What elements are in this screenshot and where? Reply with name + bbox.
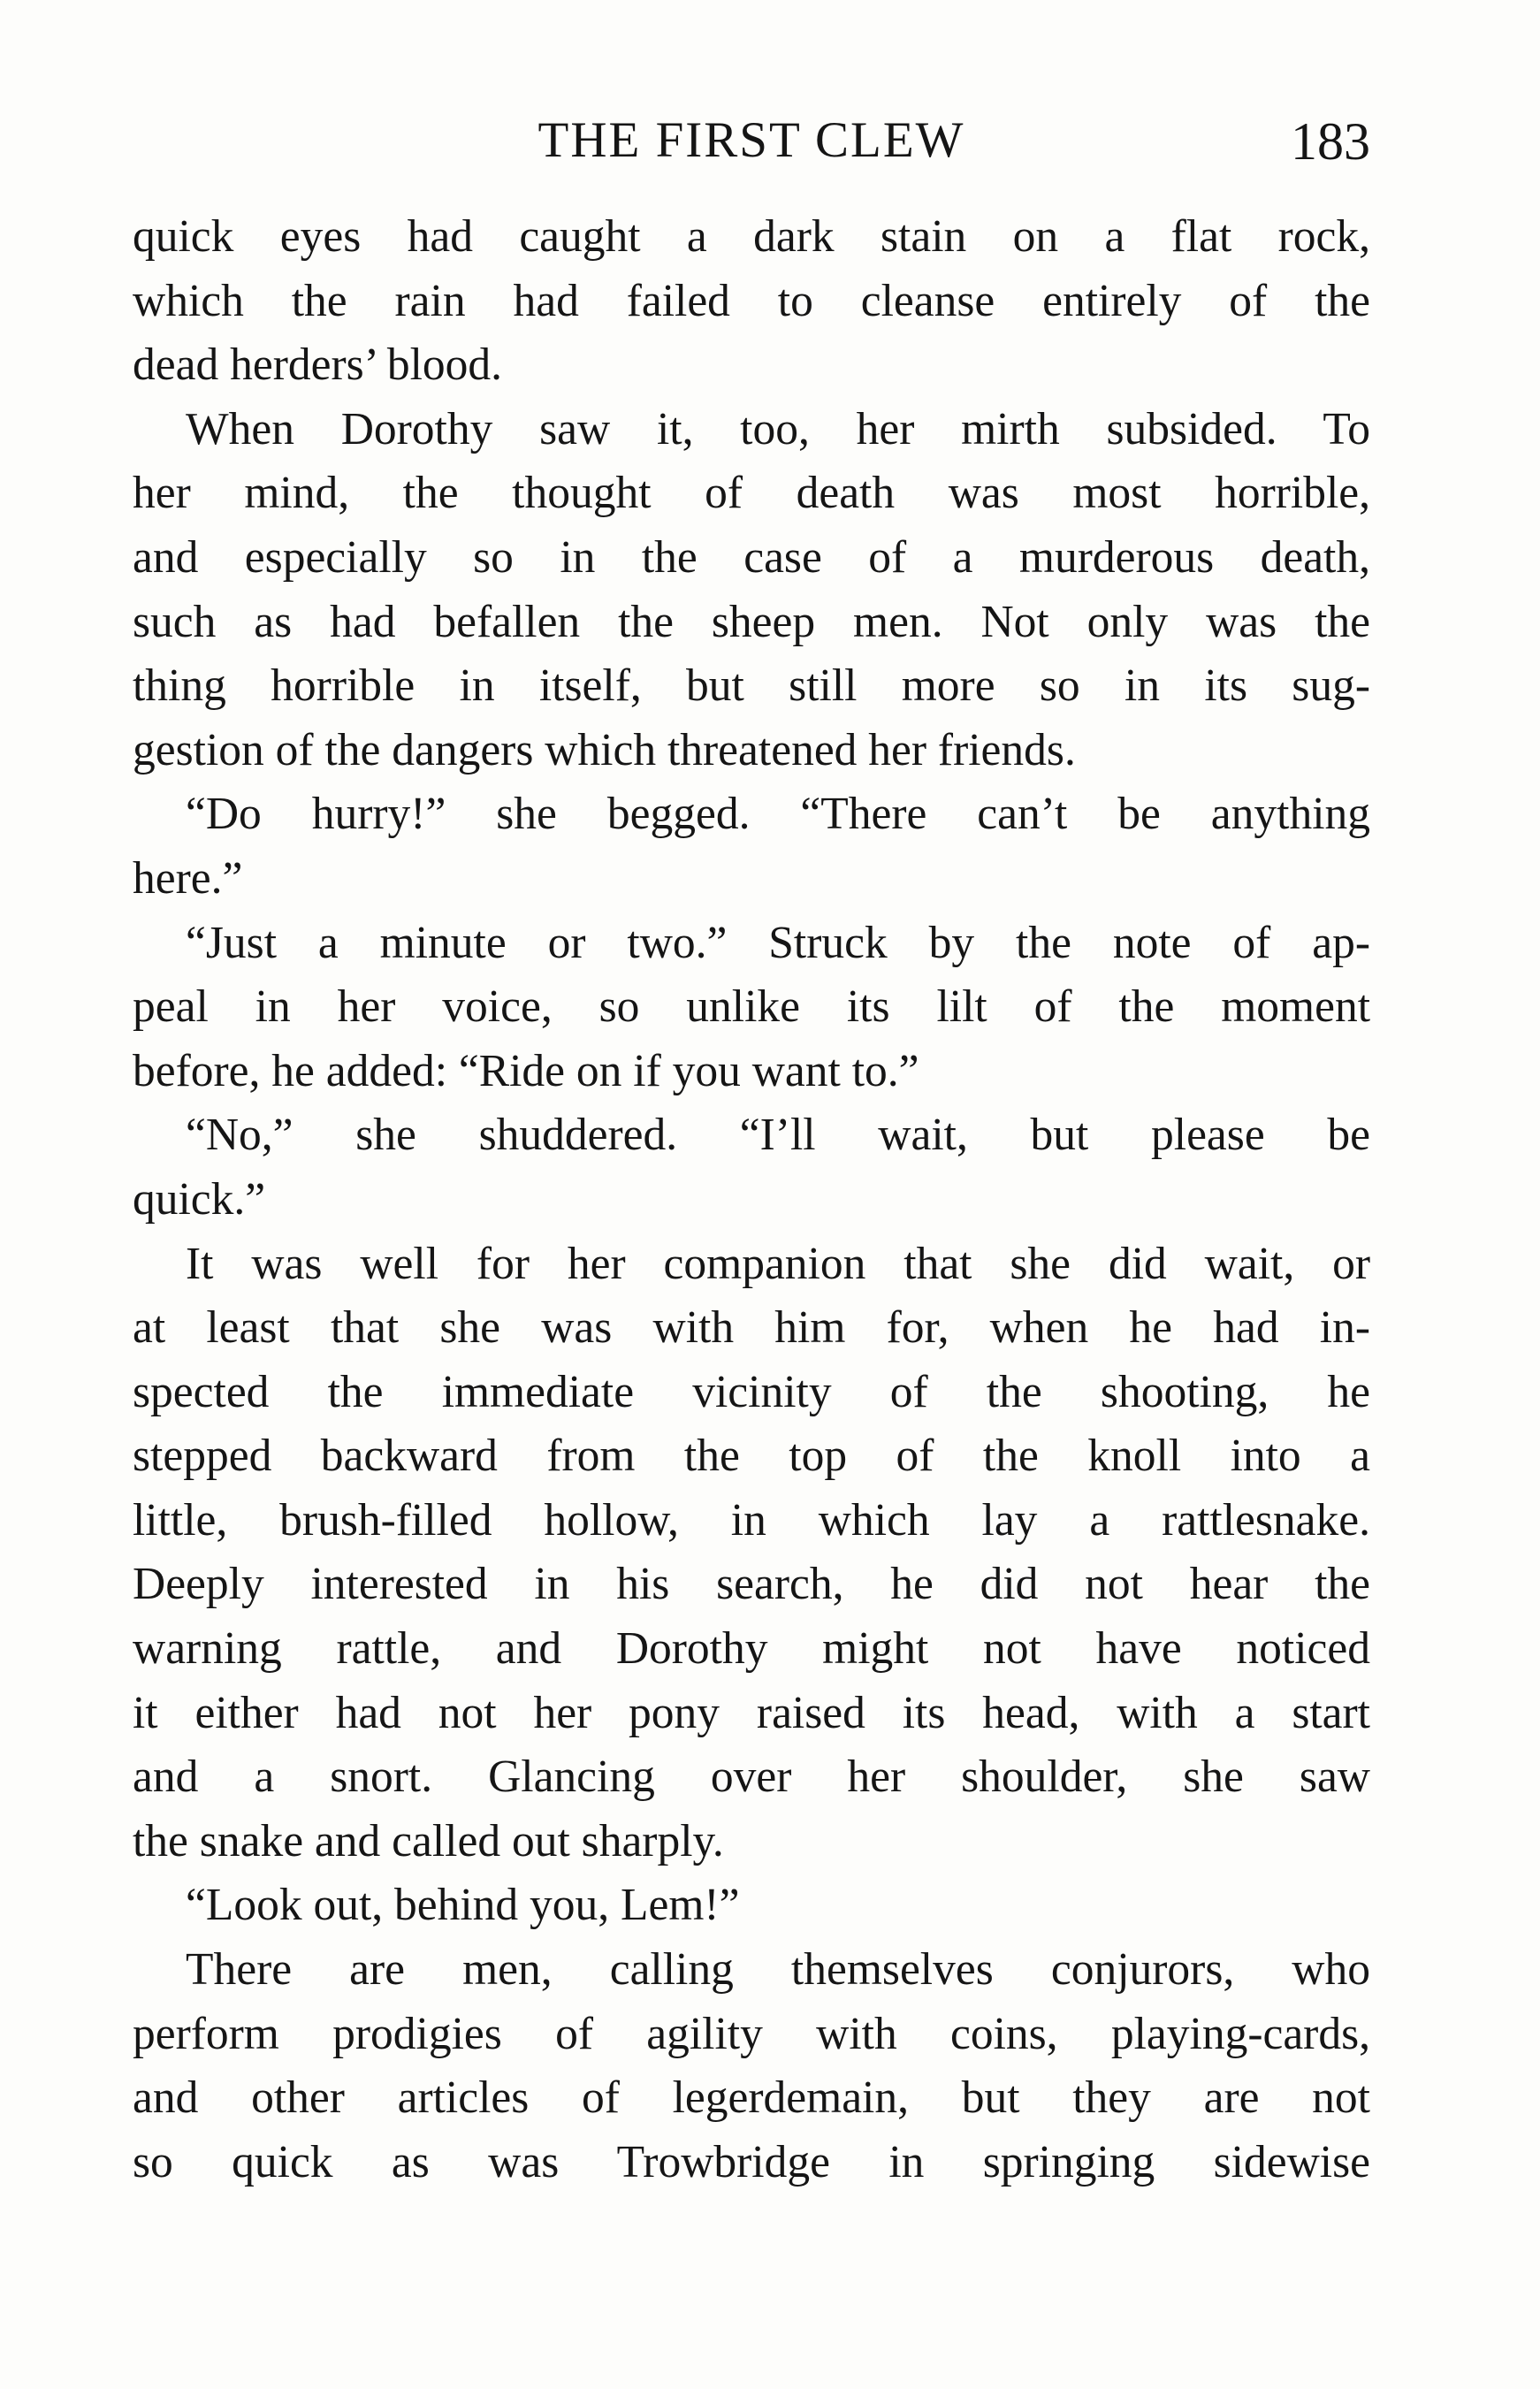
text-line: so quick as was Trowbridge in springing sidewise: [133, 2136, 1370, 2187]
text-line: here.”: [133, 852, 243, 904]
text-line: stepped backward from the top of the knoll into a: [133, 1431, 1370, 1482]
chapter-title: THE FIRST CLEW: [537, 112, 965, 168]
text-line: her mind, the thought of death was most horrible,: [133, 468, 1370, 519]
text-line: before, he added: “Ride on if you want to.”: [133, 1045, 919, 1096]
text-line: spected the immediate vicinity of the shooting, he: [133, 1366, 1370, 1417]
text-line: quick eyes had caught a dark stain on a flat rock,: [133, 211, 1370, 262]
text-line: and especially so in the case of a murderous death,: [133, 531, 1370, 583]
text-line: gestion of the dangers which threatened her friends.: [133, 724, 1076, 775]
text-line: “Just a minute or two.” Struck by the note of ap-: [186, 917, 1370, 968]
text-line: There are men, calling themselves conjurors, who: [186, 1944, 1370, 1996]
text-line: “Look out, behind you, Lem!”: [186, 1880, 740, 1931]
text-line: When Dorothy saw it, too, her mirth subsided. To: [186, 403, 1370, 454]
text-line: little, brush-filled hollow, in which lay a rattlesnake.: [133, 1494, 1370, 1546]
text-line: such as had befallen the sheep men. Not only was the: [133, 596, 1370, 647]
text-line: and a snort. Glancing over her shoulder, she saw: [133, 1752, 1370, 1803]
text-line: warning rattle, and Dorothy might not have noticed: [133, 1623, 1370, 1675]
text-line: quick.”: [133, 1173, 266, 1225]
text-line: “Do hurry!” she begged. “There can’t be anything: [186, 789, 1370, 840]
body-text: [133, 205, 1370, 2194]
text-line: thing horrible in itself, but still more so in its sug-: [133, 660, 1370, 712]
text-line: It was well for her companion that she did wait, or: [186, 1238, 1370, 1289]
running-header: [133, 111, 1370, 182]
text-line: which the rain had failed to cleanse entirely of the: [133, 275, 1370, 326]
text-line: dead herders’ blood.: [133, 340, 503, 391]
text-line: at least that she was with him for, when he had in-: [133, 1302, 1370, 1354]
text-line: it either had not her pony raised its head, with a start: [133, 1687, 1370, 1738]
text-line: and other articles of legerdemain, but they are not: [133, 2072, 1370, 2124]
text-line: peal in her voice, so unlike its lilt of the moment: [133, 981, 1370, 1033]
page-number: 183: [1291, 112, 1370, 171]
text-line: “No,” she shuddered. “I’ll wait, but please be: [186, 1110, 1370, 1161]
text-line: perform prodigies of agility with coins, playing-cards,: [133, 2008, 1370, 2059]
text-line: the snake and called out sharply.: [133, 1815, 724, 1866]
text-line: Deeply interested in his search, he did not hear the: [133, 1559, 1370, 1610]
